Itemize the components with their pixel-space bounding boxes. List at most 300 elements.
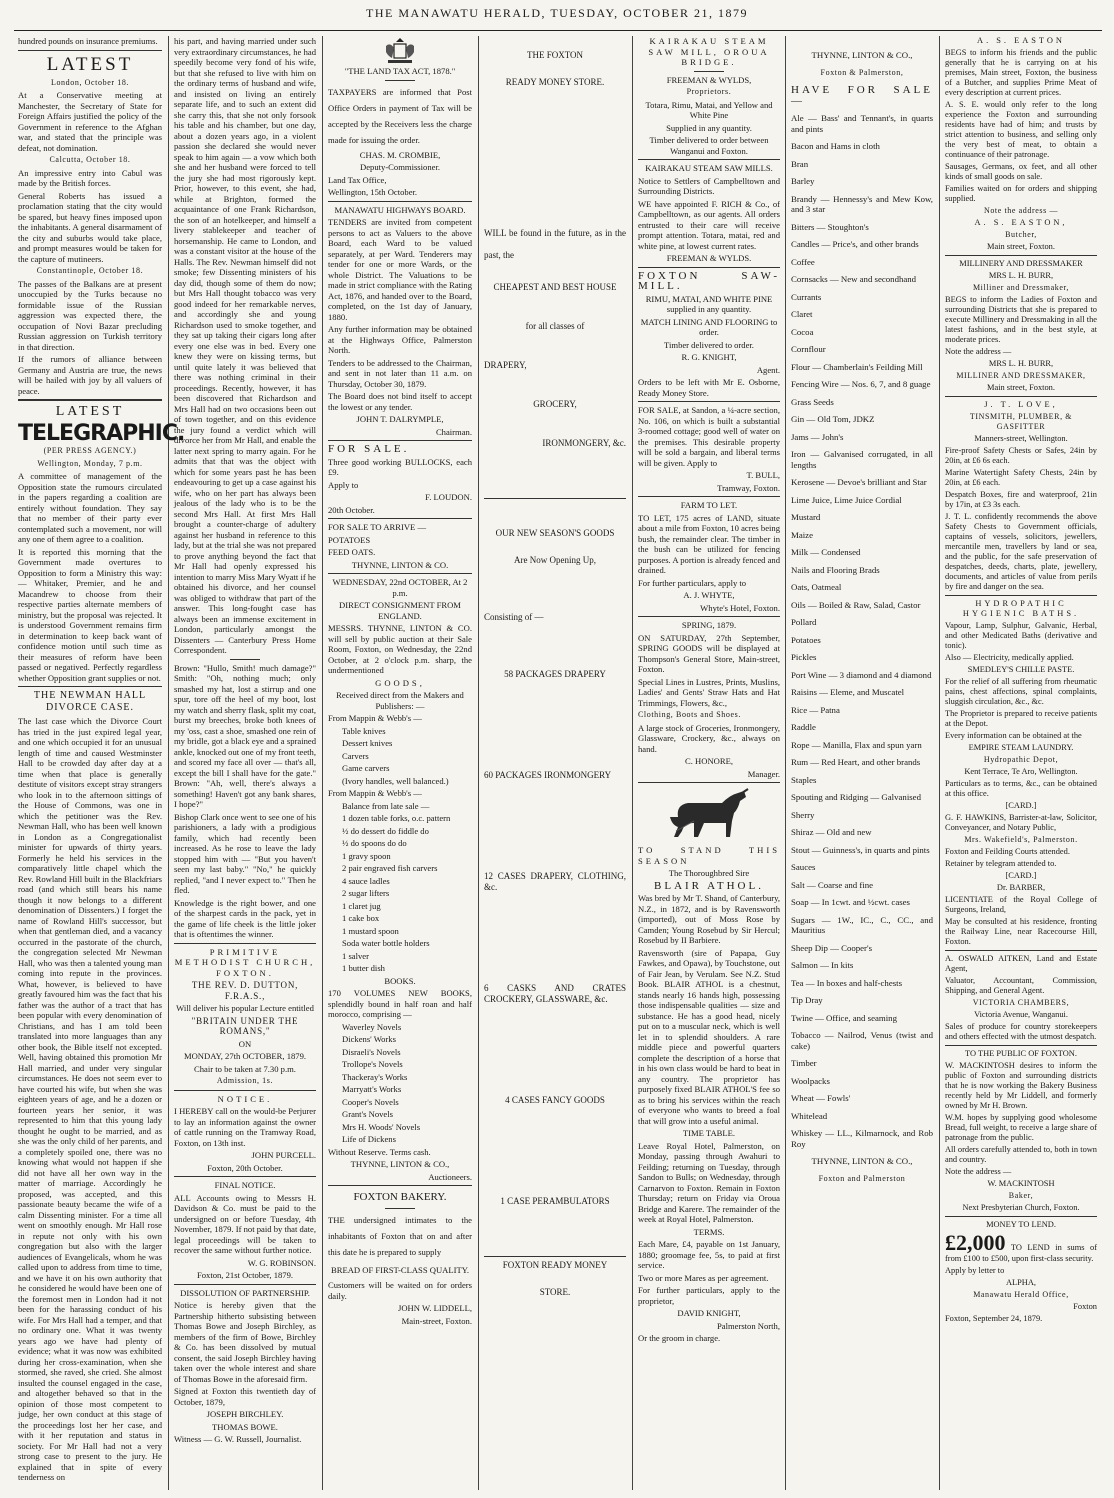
money-date: Foxton, September 24, 1879. [945,1314,1043,1323]
tax-heading: "THE LAND TAX ACT, 1878." [344,66,456,76]
pm-text: Will deliver his popular Lecture entitled [176,1003,314,1013]
auction-item: Carvers [342,750,369,761]
store-package: 1 CASE PERAMBULATORS [500,1196,610,1206]
kairakau-text: Totara, Rimu, Matai, and Yellow and White Pine [645,99,773,120]
sale-signature: T. BULL, [746,470,780,480]
divider [18,50,162,51]
auction-received: Received direct from the Makers and Publishers: — [336,690,464,711]
money-amount: £2,000 [945,1230,1006,1255]
mackintosh-text: W. MACKINTOSH desires to inform the public of Foxton and surrounding districts that he is now working the Bakery Business recently held by Mr Liddell, and formerly owned by Mr H. Brown. [945,1061,1097,1110]
arrive-signature: THYNNE, LINTON & CO. [351,559,449,570]
for-sale-date: 20th October. [328,504,375,515]
auction-item: Dessert knives [342,738,393,748]
kairakau-timber: Timber delivered to order between Wanganui and Foxton. [649,135,769,156]
dissolution-text: Notice is hereby given that the Partnership hitherto subsisting between Thomas Bowe and Joseph Birchley, as members of the firm of Bowe, Birchley & Co. has been dissolved by mutual consent, the said Joseph Birchley having taken over the whole interest and share of Thomas Bowe in the aforesaid firm. [174,1300,316,1384]
divider [385,80,415,81]
dispatch-place: London, October 18. [50,77,130,87]
newman-heading: THE NEWMAN HALL DIVORCE CASE. [33,690,147,713]
book-item: Mrs H. Woods' Novels [342,1121,421,1132]
anecdote: Bishop Clark once went to see one of his parishioners, a lady with a prodigious family, which had recently been increased. As he rose to leave the lady stopped him with — "But you haven't seen my last baby." "No," he quickly replied, "and I never expect to." Then he fled. [174,811,316,895]
merchant-item: Barley [791,176,815,186]
sawmill-heading: FOXTON SAW-MILL. [638,269,780,292]
kairakau-heading: KAIRAKAU STEAM SAW MILL, OROUA BRIDGE. [648,36,770,67]
merchant-item: Cornflour [791,344,826,354]
barber-text: May be consulted at his residence, fronting the Railway Line, near Racecourse Hill, Foxton. [945,917,1097,946]
spring-clothing: Clothing, Boots and Shoes. [638,710,741,719]
merchant-item: Kerosene — Devoe's brilliant and Star [791,477,927,487]
bakery-text: THE undersigned intimates to the inhabitants of Foxton that on and after this date he is prepared to supply [328,1215,472,1257]
stand-text: Ravensworth (sire of Papapa, Guy Fawkes, and Opawa), by Touchstone, out of Fair Jean, by Verulam. See N.Z. Stud Book. BLAIR ATHOL is a chestnut, stands nearly 16 hands high, possessing those indispensable qualities — size and substance. He has a good head, nicely put on to a muscular neck, which is well let in to splendid shoulders. A rare middle piece and powerful quarters complete the description of a horse that in his own class would be hard to beat in any country. The proprietor has purposely fixed BLAIR ATHOL'S fee so as to bring his services within the reach of everyone who wants to breed a foal that will grow into a useful animal. [638,947,780,1126]
card-label: [CARD.] [1005,871,1037,880]
barber-name: Dr. BARBER, [996,883,1046,892]
smedley-text: For the relief of all suffering from rheumatic pains, chest affections, spinal complaints, sluggish circulation, &c., &c. [945,677,1097,706]
bakery-customers: Customers will be waited on for orders daily. [328,1280,472,1301]
kairakau-role: Proprietors. [686,87,732,96]
merchant-item: Cocoa [791,326,814,337]
money-place: Foxton [1073,1302,1097,1311]
column-rule [939,36,940,1490]
merchant-item: Nails and Flooring Brads [791,564,880,575]
money-office: Manawatu Herald Office, [973,1290,1069,1299]
merchant-item: Grass Seeds [791,396,834,407]
divider [328,573,472,574]
arrive-heading: FOR SALE TO ARRIVE — [328,522,427,532]
for-sale-text: Three good working BULLOCKS, each £9. [328,456,472,477]
merchant-item: Mustard [791,512,821,522]
merchant-item: Coffee [791,256,815,267]
dispatch-text: At a Conservative meeting at Manchester, the Secretary of State for Foreign Affairs justified the policy of the Government in reference to the Afghan war, and stated that the principle was defeat, not domination. [18,90,162,153]
books-heading: BOOKS. [384,975,416,986]
book-item: Grant's Novels [342,1109,393,1119]
book-item: Dickens' Works [342,1034,396,1044]
merchant-item: Woolpacks [791,1075,830,1086]
mackintosh-address: Next Presbyterian Church, Foxton. [962,1203,1080,1212]
spacer [484,134,626,178]
store-drapery: DRAPERY, [484,360,527,370]
money-apply: Apply by letter to [945,1266,1005,1275]
divider [638,401,780,402]
love-text: Despatch Boxes, fire and waterproof, 21in by 17in, at £3 3s each. [945,490,1097,509]
spacer [484,1007,626,1051]
telegraphic-heading: TELEGRAPHIC. [18,421,185,446]
auction-item: Game carvers [342,763,390,773]
spacer [484,568,626,612]
dispatch-text: It is reported this morning that the Government made overtures to Opposition to form a Ministry this way: — Whitaker, Premier, and he and Macandrew to choose from their respective parties alternate members of ministry, but the proposal was rejected. It is understood Government remains firm in determination to keep back want of confidence motion until such time as their measures of reform have been passed or negatived. Perfectly regardless whether Opposition grant supplies or not. [18,546,162,683]
auction-item: 2 sugar lifters [342,888,390,898]
books-text: 170 VOLUMES NEW BOOKS, splendidly bound in half roan and half morocco, comprising — [328,988,472,1019]
mackintosh-note: Note the address — [945,1167,1012,1176]
love-text: Fire-proof Safety Chests or Safes, 24in by 20in, at £6 6s each. [945,446,1097,465]
merchant-firm: THYNNE, LINTON & CO., [811,50,913,60]
spring-lines: Special Lines in Lustres, Prints, Muslins, Ladies' and Gents' Straw Hats and Hat Trimmings, Flowers, &c., [638,676,780,708]
dissolution-signature: JOSEPH BIRCHLEY. [206,1409,284,1419]
masthead-rule [14,30,1102,31]
mackintosh-role: Baker, [1008,1191,1034,1200]
auction-date: WEDNESDAY, 22nd OCTOBER, At 2 p.m. [332,577,468,598]
merchant-item: Pollard [791,617,817,627]
merchant-item: Bacon and Hams in cloth [791,141,880,151]
spacer [484,1051,626,1095]
merchant-item: Oats, Oatmeal [791,582,842,592]
spacer [484,895,626,939]
spacer [484,1273,626,1287]
divider [18,686,162,687]
auction-item: 2 pair engraved fish carvers [342,863,438,873]
easton-text: A. S. E. would only refer to the long experience the Foxton and surrounding residents have had of him; and trusts by strict attention to business, and selling only the very best of meat, to obtain a continuance of their patronage. [945,100,1097,159]
bakery-address: Main-street, Foxton. [401,1315,472,1326]
dispatch-place: Wellington, Monday, 7 p.m. [37,458,143,468]
divider [18,399,162,401]
merchant-item: Sauces [791,862,816,872]
column-7 [945,36,1097,1490]
column-5 [638,36,780,1490]
easton-note: Note the address — [983,206,1059,215]
aitken-text: Sales of produce for country storekeepers and others effected with the utmost despatch. [945,1022,1097,1041]
sale-address: Tramway, Foxton. [717,482,780,493]
divider [230,659,260,660]
spring-role: Manager. [747,768,780,779]
divider [638,159,780,160]
divider [945,396,1097,397]
merchant-item: Brandy — Hennessy's and Mew Kow, and 3 star [791,193,933,214]
merchant-item: Bran [791,158,809,169]
terms-further: For further particulars, apply to the proprietor, [638,1285,780,1306]
millinery-signature: MRS L. H. BURR, [988,359,1054,368]
empire-laundry: EMPIRE STEAM LAUNDRY. [968,743,1074,752]
spacer [484,1152,626,1196]
book-item: Disraeli's Novels [342,1046,401,1057]
dispatch-text: A committee of management of the Opposition state the rumours circulated in the papers regarding a coalition are entirely without foundation. They say that no member of their party ever contemplated such a movement, nor will any one of them agree to a coalition. [18,471,162,544]
stand-text: Was bred by Mr T. Shand, of Canterbury, N.Z., in 1872, and is by Ravensworth (imported), out of Moss Rose by Camden; Young Rosebud by Sir Hercul; Rosebud by II Barbiere. [638,893,780,945]
divider [638,782,780,783]
terms-heading: TERMS. [693,1226,725,1237]
store-package: 58 PACKAGES DRAPERY [504,669,606,679]
highways-text: The Board does not bind itself to accept the lowest or any tender. [328,391,472,412]
easton-text: BEGS to inform his friends and the public generally that he is carrying on at his premises, Main street, Foxton, the business of a Butcher, and supplies Prime Meat of every description at current prices. [945,48,1097,97]
mackintosh-text: W.M. hopes by supplying good wholesome Bread, full weight, to receive a large share of patronage from the public. [945,1113,1097,1142]
hydro-heading: HYDROPATHIC HYGIENIC BATHS. [962,599,1080,618]
spacer [484,268,626,282]
stand-sub: The Thoroughbred Sire [668,868,750,878]
anecdote: Brown: "Hullo, Smith! much damage?" Smith: "Oh, nothing much; only smashed my hat, lost a stirrup and one spur, tore off the heel of my boot, lost my watch and sherry flask, split my coat, burst my breeches, broke both knees of my 'oss, cast a shoe, smashed one rein of my bridle, got a black eye and a sprained ankle, knocked out one of my front teeth, and scored my face all over — that's all, except the bill I shall have for the gate." Brown: "Ah, well, there's always a something! Haven't got any bank shares, I hope?" [174,662,316,809]
pm-admission: Admission, 1s. [216,1076,274,1085]
newman-article-cont: his part, and having married under such very extraordinary circumstances, he had speedily become very fond of his wife, but that she refused to live with him on the ordinary terms of husband and wife, and insisted on living an entirely separate life, and to such an extent did she carry this, that she not only forsook his table and his chamber, but one day, about a dozen years ago, in a violent passion she declared she would never speak to him again — a vow which both she and her husband were forced to tell the jury she had most rigorously kept. Prior, however, to this event, she had, while at Brighton, formed the acquaintance of one Frank Richardson, the son of an hotelkeeper, and himself a livery stablekeeper and teacher of horsemanship. He came to London, and was a constant visitor at the house of the Halls. The Rev. Newman himself did not smoke; few Dissenting ministers of his day did, though some of them do now; but Mrs Hall thought tobacco was very good indeed for her remarkable nerves, and accordingly she and young Richardson used to smoke together, and they sat up taking their cigars long after every one else was in bed. Every one knew they were on kissing terms, but until quite lately it was believed that there was nothing criminal in their proceedings. Recently, however, it has been discovered that Richardson and Mrs Hall had on two occasions been out of town together, and on this evidence the jury found a verdict which will divorce her from Mr Hall, and enable the latter next spring to marry again. For he admits that that was the object with which for some years past he has been endeavouring to get up a case against his wife, who on her part has always been jealous of the lady who is to be the second Mrs Hall. At first Mrs Hall brought a counter-charge of adultery against her husband in reference to this lady, but at the trial she was not prepared to prove anything beyond the fact that Mr Hall had openly expressed his intention to marry Miss Mary Wyatt if he obtained his divorce, and her counsel was obliged to withdraw that part of the answer. This long-fought case has always been an immense excitement in London, particularly amongst the Dissenters — Canterbury Press Home Correspondent. [174,36,316,655]
merchant-item: Shiraz — Old and new [791,827,872,837]
spacer [484,373,626,399]
spacer [484,90,626,134]
for-sale-name: F. LOUDON. [425,492,472,502]
sale-text: FOR SALE, at Sandon, a ¼-acre section, No. 106, on which is built a substantial 3-roomed cottage; good well of water on the premises. This desirable property will be sold a bargain, and liberal terms will be given. Apply to [638,405,780,468]
merchant-item: Sherry [791,809,815,820]
spacer [484,726,626,770]
millinery-name: MRS L. H. BURR, [988,271,1054,280]
tax-office: Land Tax Office, [328,174,387,185]
pm-chair: Chair to be taken at 7.30 p.m. [194,1063,296,1074]
store-package: 60 PACKAGES IRONMONGERY [484,770,612,780]
merchant-item: Tip Dray [791,995,823,1005]
merchant-item: Whiskey — LL., Kilmarnock, and Rob Roy [791,1128,933,1149]
merchant-item: Claret [791,309,813,319]
tax-date: Wellington, 15th October. [328,187,418,197]
timetable-heading: TIME TABLE. [682,1128,736,1138]
spacer [484,295,626,321]
column-rule [478,36,479,1490]
store-cheapest: CHEAPEST AND BEST HOUSE [493,282,617,292]
merchant-item: Flour — Chamberlain's Feilding Mill [791,361,923,372]
final-notice-text: ALL Accounts owing to Messrs H. Davidson & Co. must be paid to the undersigned on or before Tuesday, 4th November, 1879. If not paid by that date, legal proceedings will be taken to recover the same without further notice. [174,1192,316,1255]
hawkins-address: Mrs. Wakefield's, Palmerston. [964,835,1078,844]
smedley-text: The Proprietor is prepared to receive patients at the Depot. [945,709,1097,728]
stand-name: BLAIR ATHOL. [654,879,764,892]
hawkins-retainer: Retainer by telegram attended to. [945,859,1057,868]
book-item: Life of Dickens [342,1134,396,1144]
divider [694,71,724,72]
column-4 [484,36,626,1490]
highways-text: Tenders to be addressed to the Chairman, and sent in not later than 11 a.m. on Thursday, October 30, 1879. [328,357,472,389]
hydro-text: Vapour, Lamp, Sulphur, Galvanic, Herbal, and other Medicated Baths (derivative and tonic). [945,621,1097,650]
store-opening: Are Now Opening Up, [514,555,596,565]
book-item: Waverley Novels [342,1021,402,1032]
timetable-text: Leave Royal Hotel, Palmerston, on Monday, passing through Awahuri to Feilding; returning on Tuesday, through Sandon to Bulls; on Wednesday, through Carnarvon to Foxton. Remain in Foxton Thursday; return on Friday via Oroua Bridge and Karere. The remainder of the week at Royal Hotel, Palmerston. [638,1140,780,1224]
divider [328,1185,472,1186]
millinery-signature-2: MILLINER AND DRESSMAKER, [956,371,1086,380]
hydro-particulars: Particulars as to terms, &c., can be obtained at this office. [945,779,1097,798]
money-signature: ALPHA, [1005,1278,1036,1287]
merchant-item: Tea — In boxes and half-chests [791,977,903,988]
merchant-item: Candles — Price's, and other brands [791,239,919,249]
notice-text: I HEREBY call on the would-be Perjurer to lay an information against the owner of cattle running on the Tramway Road, Foxton, on 13th inst. [174,1106,316,1148]
sawmill-text: RIMU, MATAI, AND WHITE PINE supplied in any quantity. [645,293,773,314]
merchant-item: Iron — Galvanised corrugated, in all lengths [791,449,933,470]
spacer [484,502,626,528]
aitken-text: A. OSWALD AITKEN, Land and Estate Agent, [945,954,1097,973]
spacer [484,36,626,50]
hawkins-attended: Foxton and Feilding Courts attended. [945,847,1070,856]
merchant-signature: THYNNE, LINTON & CO., [811,1156,913,1166]
millinery-role: Milliner and Dressmaker, [972,283,1070,292]
spacer [484,783,626,827]
divider [945,1045,1097,1046]
divider [328,518,472,519]
auction-item: 1 claret jug [342,900,381,911]
divider [385,1208,415,1209]
farm-heading: FARM TO LET. [680,500,738,510]
highways-text: TENDERS are invited from competent persons to act as Valuers to the above Board, each Ward to be valued separately, at per Ward. Tenderers may tender for one or more Wards, or the whole District. The Valuations to be made in strict compliance with the Rating Act, 1876, and handed over to the Board, completed, on the 1st day of January, 1880. [328,217,472,322]
divider [945,1216,1097,1217]
kairakau2-text: WE have appointed F. RICH & Co., of Campbelltown, as our agents. All orders entrusted to their care will receive prompt attention. Totara, matai, red and white pine, at lowest current rates. [638,198,780,251]
farm-signature: A. J. WHYTE, [683,590,735,600]
dissolution-signed: Signed at Foxton this twentieth day of October, 1879, [174,1386,316,1407]
merchant-item: Stout — Guinness's, in quarts and pints [791,844,930,855]
farm-text: TO LET, 175 acres of LAND, situate about a mile from Foxton, 10 acres being bush, the remainder clear. The timber in the bush can be utilized for fencing purposes. A portion is already fenced and drained. [638,512,780,575]
hydro-depot: Hydropathic Depot, [983,755,1059,764]
sawmill-orders: Orders to be left with Mr E. Osborne, Ready Money Store. [638,377,780,398]
spacer [484,541,626,555]
dispatch-text: If the rumors of alliance between Germany and Austria are true, the news will be hailed with joy by all valuers of peace. [18,354,162,396]
sawmill-timber: Timber delivered to order. [664,339,754,350]
auction-item: 1 salver [342,950,369,961]
kairakau-firm: FREEMAN & WYLDS, [666,74,752,85]
merchant-item: Fencing Wire — Nos. 6, 7, and 8 guage [791,379,931,389]
tax-text: TAXPAYERS are informed that Post Office Orders in payment of Tax will be accepted by the Receivers less the charge made for issuing the order. [328,86,472,145]
merchant-item: Cornsacks — New and secondhand [791,274,917,284]
highways-role: Chairman. [435,426,472,437]
dissolution-signature: THOMAS BOWE. [212,1421,278,1432]
card-label: [CARD.] [1005,801,1037,810]
spacer [484,939,626,983]
store-package: 4 CASES FANCY GOODS [505,1095,605,1105]
highways-signature: JOHN T. DALRYMPLE, [356,414,444,424]
smedley-text: Every information can be obtained at the [945,731,1082,740]
mackintosh-text: All orders carefully attended to, both in town and country. [945,1145,1097,1164]
love-role: TINSMITH, PLUMBER, & GASFITTER [969,412,1073,431]
merchant-item: Ale — Bass' and Tennant's, in quarts and pints [791,113,933,134]
horse-illustration-icon [664,787,754,841]
merchant-item: Lime Juice, Lime Juice Cordial [791,494,902,505]
kairakau2-notice: Notice to Settlers of Campbelltown and Surrounding Districts. [638,175,780,196]
money-block [945,1232,1097,1264]
merchant-item: Port Wine — 3 diamond and 4 diamond [791,669,932,680]
sawmill-role: Agent. [756,364,780,375]
kairakau2-heading: KAIRAKAU STEAM SAW MILLS. [645,163,773,173]
auction-item: ½ do dessert do fiddle do [342,825,429,836]
hydro-also: Also — Electricity, medically applied. [945,653,1074,662]
merchant-item: Spouting and Ridging — Galvanised [791,792,921,802]
final-notice-heading: FINAL NOTICE. [214,1180,276,1190]
store-package: 6 CASKS AND CRATES CROCKERY, GLASSWARE, &c. [484,983,626,1004]
merchant-item: Currants [791,291,822,302]
for-sale-apply: Apply to [328,479,359,490]
merchant-item: Raddle [791,722,816,732]
millinery-address: Main street, Foxton. [987,383,1055,392]
aitken-text: Valuator, Accountant, Commission, Shipping, and General Agent. [945,976,1097,995]
merchant-item: Rice — Patna [791,704,840,715]
column-rule [168,36,169,1490]
column-6 [791,36,933,1490]
for-sale-heading: FOR SALE. [328,443,410,455]
hawkins-text: G. F. HAWKINS, Barrister-at-law, Solicitor, Conveyancer, and Notary Public, [945,813,1097,832]
sawmill-match: MATCH LINING AND FLOORING to order. [640,316,778,337]
mackintosh-signature: W. MACKINTOSH [987,1179,1055,1188]
highways-heading: MANAWATU HIGHWAYS BOARD. [334,204,466,215]
store-footer: FOXTON READY MONEY [502,1260,608,1270]
divider [484,1256,626,1257]
merchant-item: Gin — Old Tom, JDKZ [791,414,875,424]
easton-role: Butcher, [1005,230,1037,239]
spring-text: ON SATURDAY, 27th September, SPRING GOODS will be displayed at Thompson's General Store, Main-street, Foxton. [638,632,780,674]
hydro-address: Kent Terrace, Te Aro, Wellington. [964,767,1078,776]
dispatch-text: The passes of the Balkans are at present unoccupied by the Turks because no formidable issue of the Russian aggression was expected there, the occupation of Novi Bazar precluding Russian aggression on Turkish territory in that direction. [18,278,162,352]
book-item: Cooper's Novels [342,1096,399,1107]
merchant-item: Potatoes [791,634,821,645]
merchant-item: Wheat — Fowls' [791,1093,851,1103]
merchant-have-for-sale: HAVE FOR SALE — [791,84,933,107]
book-item: Marryatt's Works [342,1084,402,1094]
latest-heading: LATEST [46,53,134,75]
bakery-heading: FOXTON BAKERY. [353,1191,447,1203]
millinery-note: Note the address — [945,347,1012,356]
divider [174,1176,316,1177]
merchant-item: Pickles [791,652,817,662]
love-text: Marine Watertight Safety Chests, 24in by 20in, at £6 each. [945,468,1097,487]
royal-crest-icon [382,36,418,66]
millinery-text: BEGS to inform the Ladies of Foxton and surrounding Districts that she is prepared to execute Millinery and Dressmaking in all the latest fashions, and in the best style, at moderate prices. [945,295,1097,344]
spacer [484,451,626,495]
easton-signature: A. S. EASTON, [974,218,1068,227]
dissolution-heading: DISSOLUTION OF PARTNERSHIP. [180,1287,310,1298]
merchant-item: Oils — Boiled & Raw, Salad, Castor [791,599,921,610]
bakery-signature: JOHN W. LIDDELL, [398,1303,472,1313]
store-title: READY MONEY STORE. [505,77,605,87]
bakery-bread: BREAD OF FIRST-CLASS QUALITY. [330,1265,469,1275]
spacer [484,827,626,871]
spacer [484,1209,626,1253]
merchant-item: Twine — Office, and seaming [791,1012,897,1023]
auction-item: 1 dozen table forks, o.c. pattern [342,813,451,823]
terms-text: Two or more Mares as per agreement. [638,1272,769,1283]
column-rule [322,36,323,1490]
barber-text: LICENTIATE of the Royal College of Surgeons, Ireland, [945,895,1097,914]
smedley-heading: SMEDLEY'S CHILLE PASTE. [967,665,1075,674]
divider [174,943,316,944]
love-address: Manners-street, Wellington. [974,434,1068,443]
dissolution-witness: Witness — G. W. Russell, Journalist. [174,1434,302,1444]
column-rule [632,36,633,1490]
merchant-item: Milk — Condensed [791,547,861,557]
public-heading: TO THE PUBLIC OF FOXTON. [965,1049,1077,1058]
spacer [484,412,626,438]
merchant-item: Sugars — 1W., IC., C., CC., and Mauritius [791,914,933,935]
merchant-item: Soap — In 1cwt. and ½cwt. cases [791,897,910,907]
aitken-chambers: VICTORIA CHAMBERS, [972,998,1070,1007]
auction-item: 1 gravy spoon [342,850,391,861]
money-heading: MONEY TO LEND. [986,1220,1056,1229]
divider [638,267,780,268]
column-1 [18,36,185,1490]
merchant-item: Sheep Dip — Cooper's [791,942,872,953]
column-rule [785,36,786,1490]
final-notice-date: Foxton, 21st October, 1879. [196,1270,294,1280]
store-footer: STORE. [539,1287,571,1297]
easton-heading: A. S. EASTON [977,36,1065,45]
pm-on: ON [238,1038,252,1049]
merchant-item: Raisins — Eleme, and Muscatel [791,687,905,697]
arrive-item: FEED OATS. [328,547,376,557]
auction-goods: GOODS, [375,677,425,688]
auction-terms: Without Reserve. Terms cash. [328,1146,431,1157]
merchant-item: Maize [791,529,813,540]
divider [174,1090,316,1091]
dispatch-text: An impressive entry into Cabul was made by the British forces. [18,167,162,188]
kairakau-supply: Supplied in any quantity. [666,122,752,133]
dispatch-place: Constantinople, October 18. [36,266,144,275]
latest-heading-2: LATEST [55,404,125,419]
merchant-item: Staples [791,774,817,785]
merchant-place: Foxton & Palmerston, [820,67,904,77]
auction-item: Soda water bottle holders [342,938,430,948]
merchant-item: Salmon — In kits [791,960,854,970]
spacer [484,178,626,222]
spacer [484,63,626,77]
easton-text: Sausages, Germans, ox feet, and all other kinds of small goods on sale. [945,162,1097,181]
auction-signature: THYNNE, LINTON & CO., [350,1159,450,1169]
dispatch-text: General Roberts has issued a proclamation stating that the city would be spared, but heavy fines imposed upon the inhabitants. A general disarmament of the city and suburbs would take place, and prompt measures would be taken for the capture of mutineers. [18,190,162,264]
auction-item: (Ivory handles, well balanced.) [342,775,449,786]
merchant-item: Tobacco — Nailrod, Venus (twist and cake) [791,1030,933,1051]
notice-date: Foxton, 20th October. [207,1162,283,1173]
arrive-item: POTATOES [328,534,371,545]
store-season: OUR NEW SEASON'S GOODS [495,528,615,538]
